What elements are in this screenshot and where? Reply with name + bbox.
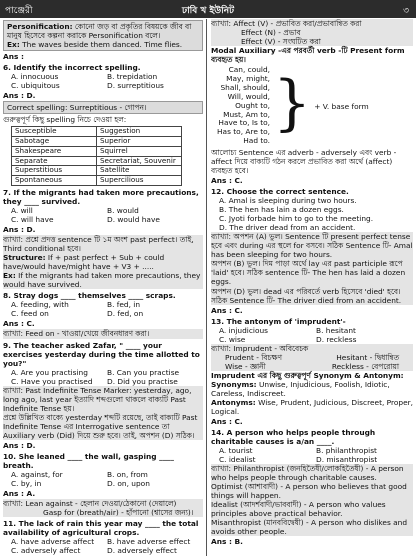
question-7-explanation: ব্যাখ্যা: প্রশ্নে প্রদত্ত sentence টি ১ম অংশ past perfect। তাই, Third conditional হবে। Structure: If + past perfect + Sub + could have/would have/might have + V3 + ..... Ex: If the migrants had taken more precautions, they would have survived. (3, 235, 203, 289)
answer-label: Ans : (3, 52, 24, 62)
question-6-options: A. innocuous B. trepidation C. ubiquitous D. surreptitious (11, 72, 164, 91)
question-13: 13. The antonym of 'imprudent'- (211, 316, 346, 326)
question-9: 9. The teacher asked Zafar, " ____ your exercises yesterday during the time allotted to you?" (3, 340, 200, 368)
question-14: 14. A person who helps people through charitable causes is a/an ____. (211, 427, 376, 446)
left-column: Personification: কোনো জড় বা প্রকৃতির বিষয়কে জীব বা মানুষ হিসেবে কল্পনা করাকে Personification বলে। Ex: The waves beside them danced. Time flies. Ans : 6. Identify the incorrect spelling. A. innocuous B. trepidation C. ubiquitous D. surreptitious Ans : D. Correct spelling: Surreptitious - গোপন। গুরুত্বপূর্ণ কিছু spelling নিচে দেওয়া হল: Susceptible Suggestion Sabotage Superior Shakespeare Squirrel Separate Secretariat, Souvenir Superstitious Satellite Spontaneous Supercilious 7. If the migrants had taken more precautions, they ____ survived. A. will B. would C. will have D. would have Ans : D. ব্যাখ্যা: প্রশ্নে প্রদত্ত sentence টি ১ম অংশ past perfect। তাই, Third conditional হবে। Structure: If + past perfect + Sub + could have/would have/might have + V3 + ..... Ex: If the migrants had taken more precautions, they would have survived. 8. Stray dogs ____ themselves ____ scraps. A. feeding, with B. fed, in C. feed on D. fed, on Ans : C. ব্যাখ্যা: Feed on - খাওয়া/খেয়ে জীবনধারণ করা। 9. The teacher asked Zafar, " ____ your exercises yesterday during the time allotted to you?" A. Are you practising B. Can you practise C. Have you practised D. Did you practise ব্যাখ্যা: Past Indefinite Tense Marker: yesterday, ago, long ago, last year ইত্যাদি শব্দগুলো থাকলে বাক্যটি Past Indefinite Tense হয়। প্রশ্নে উল্লিখিত বাক্যে yesterday শব্দটি রয়েছে, তাই বাক্যটি Past Indefinite Tense এর Interrogative sentence তা Auxiliary verb (Did) দিয়ে শুরু হবে। তাই, অপশন (D) সঠিক। Ans : D. 10. She leaned ____ the wall, gasping ____ breath. A. against, for B. on, from C. by, in D. on, upon Ans : A. ব্যাখ্যা: Lean against - হেলান দেওয়া/ঠেকানো (দেয়ালে) Gasp for (breath/air) - হাঁপানো (শ্বাসের জন্য)। 11. The lack of rain this year may ____ the total availability of agricultural crops. A. have adverse affect B. have adverse effect C. adversely affect D. adversely effect (3, 19, 203, 556)
column-divider (206, 19, 207, 556)
question-8: 8. Stray dogs ____ themselves ____ scraps. (3, 291, 176, 301)
spelling-hint: Correct spelling: Surreptitious - গোপন। (3, 101, 203, 114)
personification-box: Personification: কোনো জড় বা প্রকৃতির বিষয়কে জীব বা মানুষ হিসেবে কল্পনা করাকে Personification বলে। Ex: The waves beside them danced. Time flies. (3, 20, 203, 51)
question-10: 10. She leaned ____ the wall, gasping ____ breath. (3, 451, 174, 470)
unit-title: ঢাবি খ ইউনিট (181, 6, 234, 16)
page-header (0, 0, 416, 18)
publisher-name: পাঞ্জেরী (5, 6, 33, 16)
question-6: 6. Identify the incorrect spelling. (3, 63, 141, 73)
question-11: 11. The lack of rain this year may ____ the total availability of agricultural crops. (3, 519, 199, 538)
question-7: 7. If the migrants had taken more precautions, they ____ survived. (3, 188, 199, 207)
modal-auxiliary-list: Can, could, May, might, Shall, should, Will, would, Ought to, Must, Am to, Have to, Is to, Has to, Are to, Had to. } + V. base form (217, 65, 369, 146)
spelling-table: Susceptible Suggestion Sabotage Superior Shakespeare Squirrel Separate Secretariat, Souvenir Superstitious Satellite Spontaneous Supercilious (11, 126, 182, 186)
page-number: ৩ (403, 6, 409, 16)
brace-icon: } (273, 68, 312, 139)
affect-effect-explanation: ব্যাখ্যা: Affect (V) - প্রভাবিত করা/প্রভাবান্বিত করা Effect (N) - প্রভাব Effect (V) - সংঘটিত করা (211, 19, 413, 46)
right-column: ব্যাখ্যা: Affect (V) - প্রভাবিত করা/প্রভাবান্বিত করা Effect (N) - প্রভাব Effect (V) - সংঘটিত করা Modal Auxiliary -এর পরবর্তী verb -টি Present form ব্যবহৃত হয়। Can, could, May, might, Shall, should, Will, would, Ought to, Must, Am to, Have to, Is to, Has to, Are to, Had to. } + V. base form আলোচ্য Sentence এর adverb - adversely এবং verb - affect দিয়ে বাক্যটি গঠন করলে প্রভাবিত করা অর্থে (affect) ব্যবহৃত হবে। Ans : C. 12. Choose the correct sentence. A. Amal is sleeping during two hours. B. The hen has lain a dozen eggs. C. Jyoti forbade him to go to the meeting. D. The driver dead from an accident. ব্যাখ্যা: অপশন (A) ভুল। Sentence টি present perfect tense হবে এবং during এর স্থলে for বসবে। সঠিক Sentence টি- Amal has been sleeping for two hours. অপশন (B) ভুল। দিম পাড়া অর্থে lay এর past participle রূপে 'laid' হবে। সঠিক sentence টি- The hen has laid a dozen eggs. অপশন (D) ভুল। dead এর পরিবর্তে verb হিসেবে 'died' হবে। সঠিক Sentence টি- The driver died from an accident. Ans : C. 13. The antonym of 'imprudent'- A. injudicious B. hesitant C. wise D. reckless ব্যাখ্যা: Imprudent - অবিবেচক Prudent - বিচক্ষণ Hesitant - দ্বিধান্বিত Wise - জ্ঞানী Reckless - বেপরোয়া Imprudent এর কিছু গুরুত্বপূর্ণ Synonym & Antonym: Synonyms: Unwise, Injudicious, Foolish, Idiotic, Careless, Indiscreet. Antonyms: Wise, Prudent, Judicious, Discreet, Proper, Logical. Ans : C. 14. A person who helps people through charitable causes is a/an ____. A. tourist B. philanthropist C. idealist D. misanthropist ব্যাখ্যা: Philanthropist (জনহিতৈষী/লোকহিতৈষী) - A person who helps people through charitable causes. Optimist (আশাবাদী) - A person who believes that good things will happen. Idealist (আদর্শবাদী/ভাববাদী) - A person who values principles above practical behavior. Misanthropist (মানববিদ্বেষী) - A person who dislikes and avoids other people. Ans : B. (211, 19, 413, 547)
question-12: 12. Choose the correct sentence. (211, 187, 349, 197)
